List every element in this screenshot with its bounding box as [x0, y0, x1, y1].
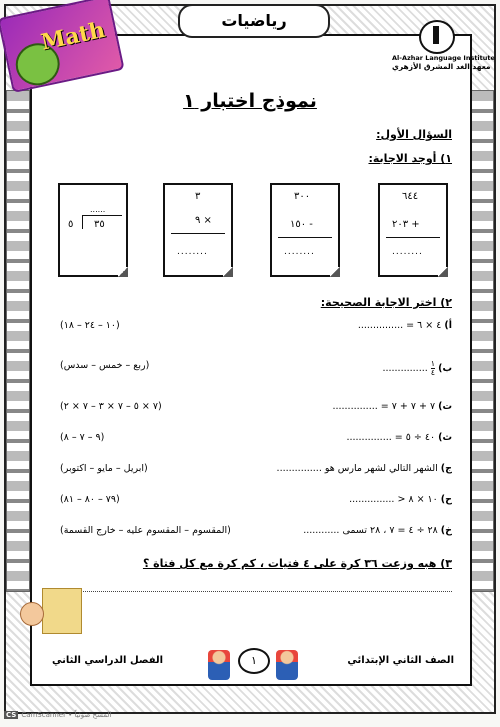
- dividend: ٣٥: [94, 219, 105, 230]
- part-2-heading: ٢) اختر الاجابة الصحيحة:: [320, 296, 452, 309]
- multiplication-table-board: [42, 588, 82, 634]
- card-top-number: ٦٤٤: [402, 191, 419, 202]
- answer-line: [60, 590, 452, 592]
- row-text: ٢٨ ÷ ٤ = ٧ ، ٢٨ تسمى ............: [303, 525, 438, 536]
- test-title: نموذج اختبار ١: [183, 90, 317, 112]
- part-1-heading: ١) أوجد الاجابة:: [368, 152, 452, 165]
- division-card: [58, 183, 128, 277]
- subtraction-card: [270, 183, 340, 277]
- card-bottom-number: ٢٠٣ +: [392, 219, 420, 230]
- row-options: (ابريل – مايو – اكتوبر): [60, 463, 148, 474]
- answer-dots: ........: [392, 247, 423, 257]
- choice-row: [60, 401, 452, 417]
- card-top-number: ٣: [195, 191, 201, 202]
- row-label: ت): [438, 401, 452, 412]
- row-label: ح): [440, 494, 452, 505]
- math-logo-text: Math: [38, 16, 108, 56]
- addition-card: [378, 183, 448, 277]
- grade-label: الصف الثاني الإبتدائي: [347, 655, 454, 666]
- choice-row: [60, 432, 452, 448]
- kid-illustration-left: [208, 650, 230, 680]
- boy-with-board-illustration: [20, 588, 80, 638]
- row-text: ٤٠ ÷ ٥ = ...............: [346, 432, 436, 443]
- term-label: الفصل الدراسي الثاني: [52, 655, 164, 666]
- row-text: الشهر التالي لشهر مارس هو ...............: [276, 463, 438, 474]
- row-label: أ): [444, 320, 452, 331]
- boy-icon: [20, 602, 44, 626]
- divisor: ٥: [68, 219, 74, 230]
- card-bottom-number: ١٥٠ -: [290, 219, 313, 230]
- institute-logo: [392, 20, 495, 76]
- row-options: (ربع – خمس – سدس): [60, 360, 150, 371]
- institute-emblem-icon: [419, 20, 455, 54]
- row-text: ...............: [382, 363, 428, 374]
- kid-illustration-right: [276, 650, 298, 680]
- right-border-decoration: [470, 90, 494, 592]
- row-label: خ): [440, 525, 452, 536]
- multiplication-card: [163, 183, 233, 277]
- choice-row: [60, 360, 452, 376]
- answer-dots: ........: [284, 247, 315, 257]
- part-3-question: ٣) هبه وزعت ٣٦ كرة على ٤ فتيات ، كم كرة مع كل فتاة ؟: [142, 557, 452, 570]
- row-label: ث): [438, 432, 452, 443]
- scanner-badge: CS: [6, 711, 17, 719]
- row-text: ٤ × ٦ = ...............: [357, 320, 442, 331]
- row-text: ٧ + ٧ + ٧ = ...............: [332, 401, 436, 412]
- scanner-text: CamScanner • المسح ضوئياً: [21, 711, 112, 719]
- left-border-decoration: [6, 90, 30, 592]
- card-top-number: ٣٠٠: [294, 191, 311, 202]
- choice-row: [60, 525, 452, 541]
- page-number: ١: [238, 648, 270, 674]
- institute-name-en: Al-Azhar Language Institute: [392, 54, 495, 62]
- fraction: [431, 360, 435, 377]
- division-bracket: [82, 215, 83, 229]
- row-options: (٧ × ٥ – ٧ × ٣ – ٧ × ٢): [60, 401, 162, 412]
- card-rule: [386, 237, 440, 238]
- row-options: (٩ – ٧ – ٨): [60, 432, 105, 443]
- fraction-denominator: ٤: [430, 368, 436, 377]
- choice-row: [60, 494, 452, 510]
- card-bottom-number: ٩ ×: [195, 215, 212, 226]
- question-1-heading: السؤال الأول:: [376, 128, 452, 141]
- row-text: ١٠ × ٨ < ...............: [349, 494, 438, 505]
- choice-row: [60, 463, 452, 479]
- choice-row: [60, 320, 452, 336]
- quotient-dots: ......: [90, 205, 106, 214]
- subject-title: رياضيات: [178, 4, 330, 38]
- row-label: ب): [438, 363, 452, 374]
- fraction-numerator: ١: [430, 359, 436, 368]
- institute-name-ar: معهد الغد المشرق الأزهري: [392, 62, 491, 71]
- scanner-watermark: [4, 711, 111, 719]
- card-rule: [171, 233, 225, 234]
- row-options: (١٠ – ٢٤ – ١٨): [60, 320, 120, 331]
- answer-dots: ........: [177, 247, 208, 257]
- row-label: ج): [440, 463, 452, 474]
- division-bar: [82, 215, 122, 216]
- row-options: (المقسوم – المقسوم عليه – خارج القسمة): [60, 525, 231, 536]
- row-options: (٧٩ – ٨٠ – ٨١): [60, 494, 120, 505]
- card-rule: [278, 237, 332, 238]
